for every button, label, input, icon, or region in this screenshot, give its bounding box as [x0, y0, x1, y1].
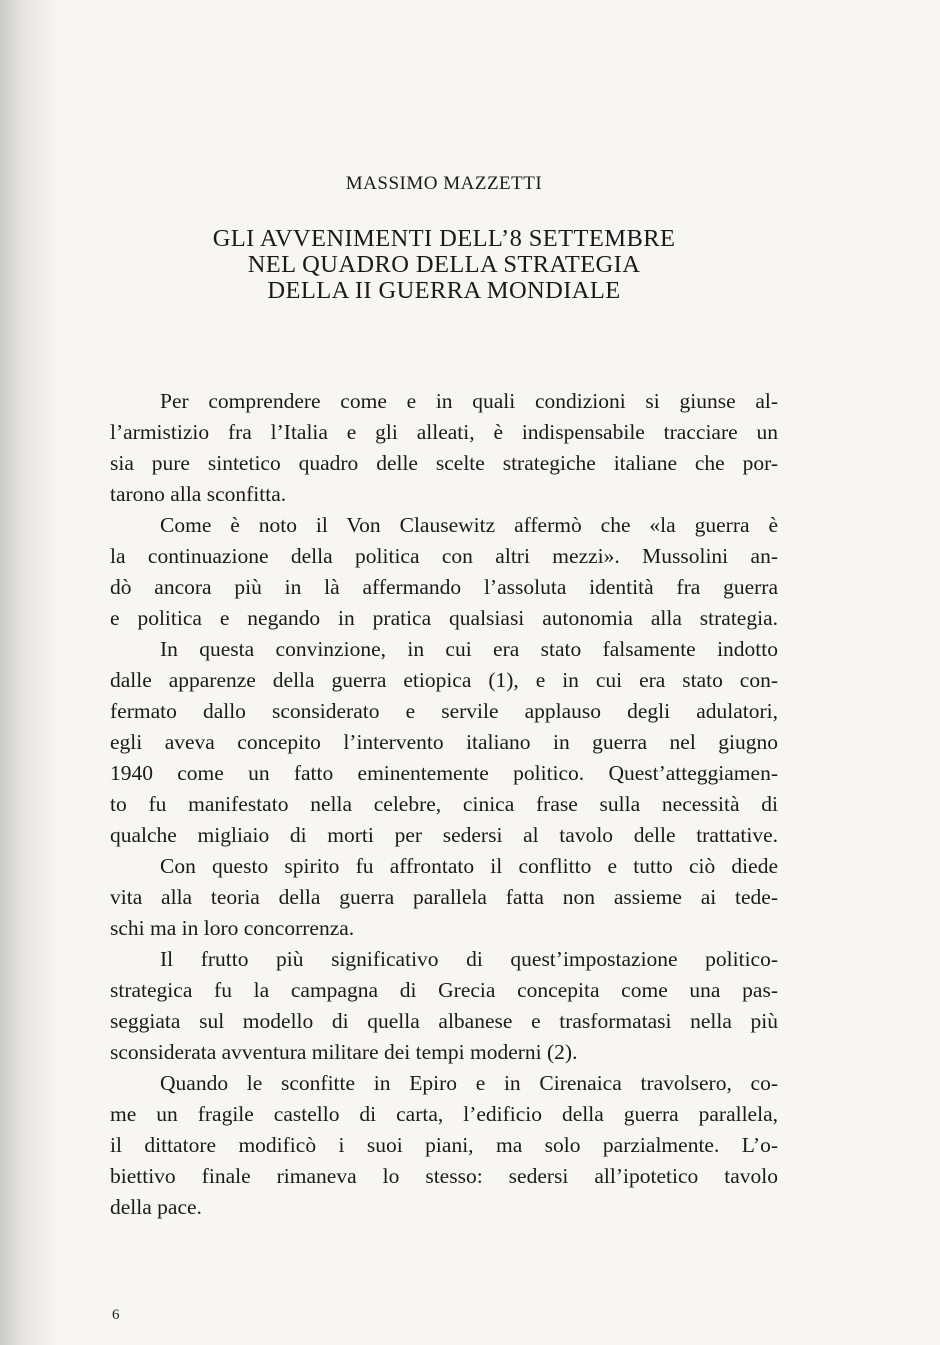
text-line: Quando le sconfitte in Epiro e in Cirenaica travolsero, co-	[160, 1071, 778, 1095]
text-line: l’armistizio fra l’Italia e gli alleati, è indispensabile tracciare un	[110, 420, 778, 444]
text-line: Come è noto il Von Clausewitz affermò che «la guerra è	[160, 513, 778, 537]
page-binding-shadow	[0, 0, 60, 1345]
text-line: della pace.	[110, 1195, 202, 1219]
text-line: 1940 come un fatto eminentemente politico. Quest’atteggiamen-	[110, 761, 778, 785]
article-title	[110, 226, 778, 304]
text-line: schi ma in loro concorrenza.	[110, 916, 355, 940]
paragraph	[110, 851, 778, 944]
paragraph	[110, 386, 778, 510]
text-line: fermato dallo sconsiderato e servile applauso degli adulatori,	[110, 699, 778, 723]
text-line: biettivo finale rimaneva lo stesso: sedersi all’ipotetico tavolo	[110, 1164, 778, 1188]
paragraph	[110, 944, 778, 1068]
paragraph	[110, 634, 778, 851]
text-line: to fu manifestato nella celebre, cinica frase sulla necessità di	[110, 792, 778, 816]
text-line: strategica fu la campagna di Grecia concepita come una pas-	[110, 978, 778, 1002]
text-line: In questa convinzione, in cui era stato falsamente indotto	[160, 637, 778, 661]
title-line: DELLA II GUERRA MONDIALE	[267, 277, 621, 304]
text-line: qualche migliaio di morti per sedersi al tavolo delle trattative.	[110, 823, 778, 847]
text-line: me un fragile castello di carta, l’edificio della guerra parallela,	[110, 1102, 778, 1126]
title-line: GLI AVVENIMENTI DELL’8 SETTEMBRE	[212, 225, 676, 252]
text-line: seggiata sul modello di quella albanese e trasformatasi nella più	[110, 1009, 778, 1033]
book-page	[110, 0, 778, 1345]
page-number: 6	[112, 1307, 120, 1323]
body-text	[110, 386, 778, 1223]
text-line: dò ancora più in là affermando l’assoluta identità fra guerra	[110, 575, 778, 599]
paragraph	[110, 510, 778, 634]
paragraph	[110, 1068, 778, 1223]
text-line: tarono alla sconfitta.	[110, 482, 287, 506]
text-line: Per comprendere come e in quali condizioni si giunse al-	[160, 389, 778, 413]
text-line: e politica e negando in pratica qualsiasi autonomia alla strategia.	[110, 606, 778, 630]
text-line: vita alla teoria della guerra parallela fatta non assieme ai tede-	[110, 885, 778, 909]
text-line: Con questo spirito fu affrontato il conflitto e tutto ciò diede	[160, 854, 778, 878]
text-line: il dittatore modificò i suoi piani, ma solo parzialmente. L’o-	[110, 1133, 778, 1157]
text-line: la continuazione della politica con altri mezzi». Mussolini an-	[110, 544, 778, 568]
text-line: dalle apparenze della guerra etiopica (1), e in cui era stato con-	[110, 668, 778, 692]
text-line: sconsiderata avventura militare dei tempi moderni (2).	[110, 1040, 578, 1064]
title-line: NEL QUADRO DELLA STRATEGIA	[247, 251, 641, 278]
text-line: egli aveva concepito l’intervento italiano in guerra nel giugno	[110, 730, 778, 754]
author-name: MASSIMO MAZZETTI	[345, 173, 543, 194]
text-line: Il frutto più significativo di quest’impostazione politico-	[160, 947, 778, 971]
text-line: sia pure sintetico quadro delle scelte strategiche italiane che por-	[110, 451, 778, 475]
